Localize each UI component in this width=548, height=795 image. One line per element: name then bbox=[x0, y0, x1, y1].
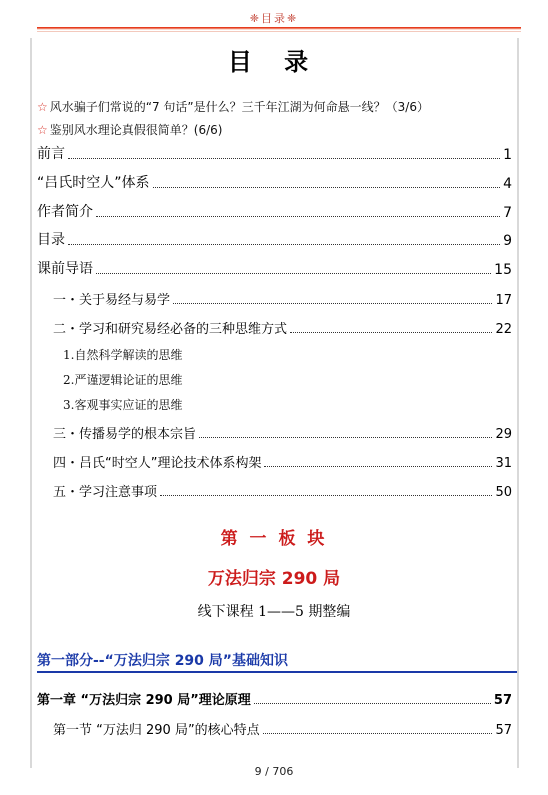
toc-entry-label: 三・传播易学的根本宗旨 bbox=[53, 427, 197, 442]
toc-entry-introduction[interactable] bbox=[37, 258, 512, 278]
thinking-method-item: 3.客观事实应证的思维 bbox=[63, 398, 183, 412]
block-heading: 第 一 板 块 bbox=[220, 529, 328, 549]
toc-entry-label: 课前导语 bbox=[37, 261, 93, 277]
dot-leader bbox=[199, 437, 492, 438]
left-margin-line bbox=[30, 38, 32, 768]
toc-page-number: 1 bbox=[503, 147, 512, 163]
toc-entry-label: 一・关于易经与易学 bbox=[53, 293, 171, 308]
toc-entry-label: 目录 bbox=[37, 232, 65, 248]
block-name: 万法归宗 290 局 bbox=[207, 569, 341, 589]
toc-entry-label: 五・学习注意事项 bbox=[53, 485, 158, 500]
toc-page-number: 29 bbox=[495, 427, 512, 442]
dot-leader bbox=[96, 273, 491, 274]
thinking-method-item: 2.严谨逻辑论证的思维 bbox=[63, 373, 183, 387]
toc-page-number: 22 bbox=[495, 322, 512, 337]
toc-entry-label: 二・学习和研究易经必备的三种思维方式 bbox=[53, 322, 288, 337]
toc-entry-section-5[interactable] bbox=[53, 480, 512, 500]
dot-leader bbox=[68, 244, 500, 245]
toc-entry-section-2[interactable] bbox=[53, 317, 512, 337]
toc-entry-chapter-1-section-1[interactable] bbox=[53, 718, 512, 738]
dot-leader bbox=[264, 466, 492, 467]
toc-entry-label: 第一章 “万法归宗 290 局”理论原理 bbox=[37, 693, 251, 708]
toc-page-number: 50 bbox=[495, 485, 512, 500]
toc-entry-label: “吕氏时空人”体系 bbox=[37, 175, 150, 191]
toc-entry-label: 作者简介 bbox=[37, 204, 93, 220]
running-header: ❈目录❈ bbox=[249, 12, 299, 25]
dot-leader bbox=[160, 495, 492, 496]
toc-entry-contents[interactable] bbox=[37, 229, 512, 249]
toc-entry-author[interactable] bbox=[37, 201, 512, 221]
toc-entry-label: 四・吕氏“时空人”理论技术体系构架 bbox=[53, 456, 262, 471]
part-heading[interactable]: 第一部分--“万法归宗 290 局”基础知识 bbox=[37, 653, 288, 669]
toc-page-number: 15 bbox=[494, 262, 512, 278]
dot-leader bbox=[254, 703, 491, 704]
dot-leader bbox=[173, 303, 492, 304]
star-icon: ☆ bbox=[37, 100, 48, 114]
toc-entry-section-4[interactable] bbox=[53, 451, 512, 471]
intro-item-text: 风水骗子们常说的“7 句话”是什么？三千年江湖为何命悬一线？（3/6） bbox=[49, 100, 429, 114]
header-rule-shadow bbox=[37, 31, 521, 32]
intro-item-text: 鉴别风水理论真假很简单？(6/6) bbox=[49, 123, 223, 137]
star-icon: ☆ bbox=[37, 123, 48, 137]
toc-entry-section-1[interactable] bbox=[53, 288, 512, 308]
toc-entry-system[interactable] bbox=[37, 172, 512, 192]
toc-entry-label: 第一节 “万法归 290 局”的核心特点 bbox=[53, 723, 260, 738]
intro-item[interactable] bbox=[37, 98, 429, 115]
dot-leader bbox=[153, 187, 501, 188]
right-margin-line bbox=[517, 38, 519, 768]
dot-leader bbox=[68, 158, 500, 159]
toc-page-number: 9 bbox=[503, 233, 512, 249]
dot-leader bbox=[96, 216, 500, 217]
toc-page-number: 4 bbox=[503, 176, 512, 192]
toc-page-number: 17 bbox=[495, 293, 512, 308]
header-rule bbox=[37, 27, 521, 30]
toc-entry-preface[interactable] bbox=[37, 143, 512, 163]
thinking-method-item: 1.自然科学解读的思维 bbox=[63, 348, 183, 362]
toc-entry-chapter-1[interactable] bbox=[37, 688, 512, 708]
dot-leader bbox=[290, 332, 492, 333]
block-subtitle: 线下课程 1——5 期整编 bbox=[197, 604, 351, 620]
toc-page-number: 31 bbox=[495, 456, 512, 471]
dot-leader bbox=[263, 733, 493, 734]
toc-entry-label: 前言 bbox=[37, 146, 65, 162]
toc-page-number: 57 bbox=[495, 723, 512, 738]
toc-page-number: 7 bbox=[503, 205, 512, 221]
part-heading-rule bbox=[37, 671, 517, 673]
toc-entry-section-3[interactable] bbox=[53, 422, 512, 442]
page-indicator: 9 / 706 bbox=[254, 765, 294, 778]
page-title: 目 录 bbox=[227, 48, 321, 76]
toc-page-number: 57 bbox=[493, 693, 512, 708]
intro-item[interactable] bbox=[37, 121, 222, 138]
